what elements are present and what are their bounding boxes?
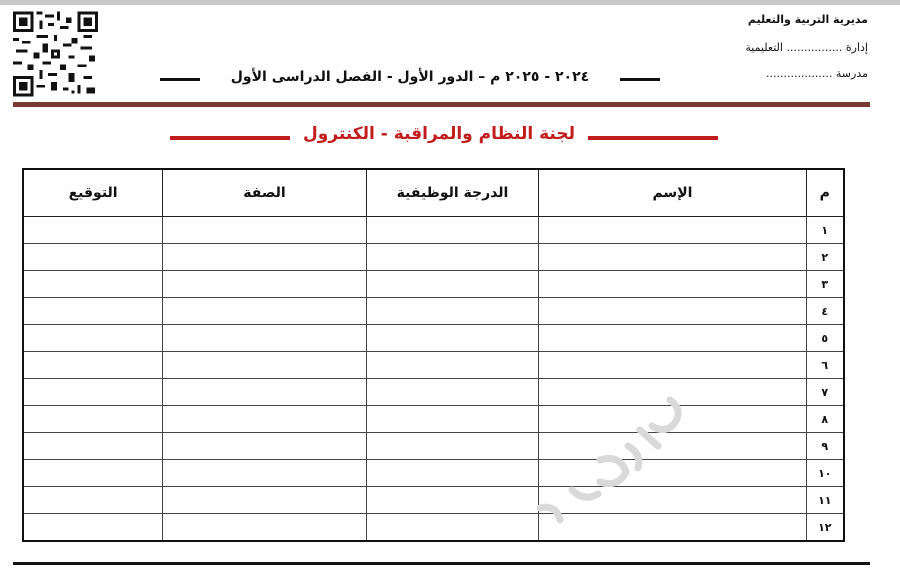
- name-cell[interactable]: [539, 406, 806, 433]
- col-header-role: الصفة: [163, 169, 366, 217]
- signature-cell[interactable]: [23, 487, 163, 514]
- row-number: ٥: [806, 325, 844, 352]
- grade-cell[interactable]: [366, 298, 539, 325]
- role-cell[interactable]: [163, 379, 366, 406]
- table-row: [23, 379, 844, 406]
- table-row: [23, 406, 844, 433]
- name-cell[interactable]: [539, 352, 806, 379]
- grade-cell[interactable]: [366, 514, 539, 542]
- row-number: ٢: [806, 244, 844, 271]
- grade-cell[interactable]: [366, 352, 539, 379]
- row-number: ٨: [806, 406, 844, 433]
- name-cell[interactable]: [539, 244, 806, 271]
- col-header-name: الإسم: [539, 169, 806, 217]
- grade-cell[interactable]: [366, 406, 539, 433]
- grade-cell[interactable]: [366, 217, 539, 244]
- table-row: [23, 352, 844, 379]
- role-cell[interactable]: [163, 352, 366, 379]
- title-text: لجنة النظام والمراقبة - الكنترول: [303, 124, 575, 144]
- school-label: مدرسة ...................: [765, 67, 868, 80]
- role-cell[interactable]: [163, 460, 366, 487]
- grade-cell[interactable]: [366, 379, 539, 406]
- directorate-label: مديرية التربية والتعليم: [747, 13, 868, 26]
- row-number: ٧: [806, 379, 844, 406]
- grade-cell[interactable]: [366, 433, 539, 460]
- grade-cell[interactable]: [366, 460, 539, 487]
- name-cell[interactable]: [539, 460, 806, 487]
- top-edge: [0, 0, 900, 5]
- row-number: ١١: [806, 487, 844, 514]
- table-row: [23, 325, 844, 352]
- row-number: ١٠: [806, 460, 844, 487]
- role-cell[interactable]: [163, 271, 366, 298]
- row-number: ٤: [806, 298, 844, 325]
- qr-code-icon: [13, 9, 98, 99]
- signature-cell[interactable]: [23, 352, 163, 379]
- name-cell[interactable]: [539, 433, 806, 460]
- form-title: [170, 124, 718, 150]
- table-row: [23, 514, 844, 542]
- role-cell[interactable]: [163, 244, 366, 271]
- col-header-number: م: [806, 169, 844, 217]
- row-number: ١: [806, 217, 844, 244]
- signature-cell[interactable]: [23, 406, 163, 433]
- table-header-row: [23, 169, 844, 217]
- table-row: [23, 298, 844, 325]
- role-cell[interactable]: [163, 406, 366, 433]
- name-cell[interactable]: [539, 271, 806, 298]
- row-number: ٣: [806, 271, 844, 298]
- name-cell[interactable]: [539, 379, 806, 406]
- row-number: ٦: [806, 352, 844, 379]
- role-cell[interactable]: [163, 514, 366, 542]
- table-row: [23, 244, 844, 271]
- role-cell[interactable]: [163, 487, 366, 514]
- term-line: [150, 68, 670, 90]
- grade-cell[interactable]: [366, 244, 539, 271]
- signature-cell[interactable]: [23, 271, 163, 298]
- title-bar-left: [170, 136, 290, 140]
- name-cell[interactable]: [539, 325, 806, 352]
- committee-table: [22, 168, 845, 542]
- footer-rule: [13, 562, 870, 565]
- role-cell[interactable]: [163, 433, 366, 460]
- name-cell[interactable]: [539, 298, 806, 325]
- col-header-signature: التوقيع: [23, 169, 163, 217]
- signature-cell[interactable]: [23, 514, 163, 542]
- signature-cell[interactable]: [23, 298, 163, 325]
- table-row: [23, 487, 844, 514]
- administration-label: إدارة ................ التعليمية: [745, 41, 868, 54]
- table-row: [23, 217, 844, 244]
- grade-cell[interactable]: [366, 487, 539, 514]
- term-dash-right: [620, 78, 660, 81]
- signature-cell[interactable]: [23, 379, 163, 406]
- title-bar-right: [588, 136, 718, 140]
- table-row: [23, 271, 844, 298]
- term-dash-left: [160, 78, 200, 81]
- role-cell[interactable]: [163, 217, 366, 244]
- signature-cell[interactable]: [23, 460, 163, 487]
- name-cell[interactable]: [539, 514, 806, 542]
- signature-cell[interactable]: [23, 433, 163, 460]
- name-cell[interactable]: [539, 487, 806, 514]
- signature-cell[interactable]: [23, 217, 163, 244]
- term-text: ٢٠٢٤ - ٢٠٢٥ م – الدور الأول - الفصل الدراسى الأول: [230, 69, 590, 85]
- signature-cell[interactable]: [23, 244, 163, 271]
- signature-cell[interactable]: [23, 325, 163, 352]
- table-row: [23, 460, 844, 487]
- row-number: ٩: [806, 433, 844, 460]
- header-rule: [13, 102, 870, 107]
- name-cell[interactable]: [539, 217, 806, 244]
- grade-cell[interactable]: [366, 325, 539, 352]
- role-cell[interactable]: [163, 325, 366, 352]
- col-header-grade: الدرجة الوظيفية: [366, 169, 539, 217]
- table-row: [23, 433, 844, 460]
- row-number: ١٢: [806, 514, 844, 542]
- role-cell[interactable]: [163, 298, 366, 325]
- grade-cell[interactable]: [366, 271, 539, 298]
